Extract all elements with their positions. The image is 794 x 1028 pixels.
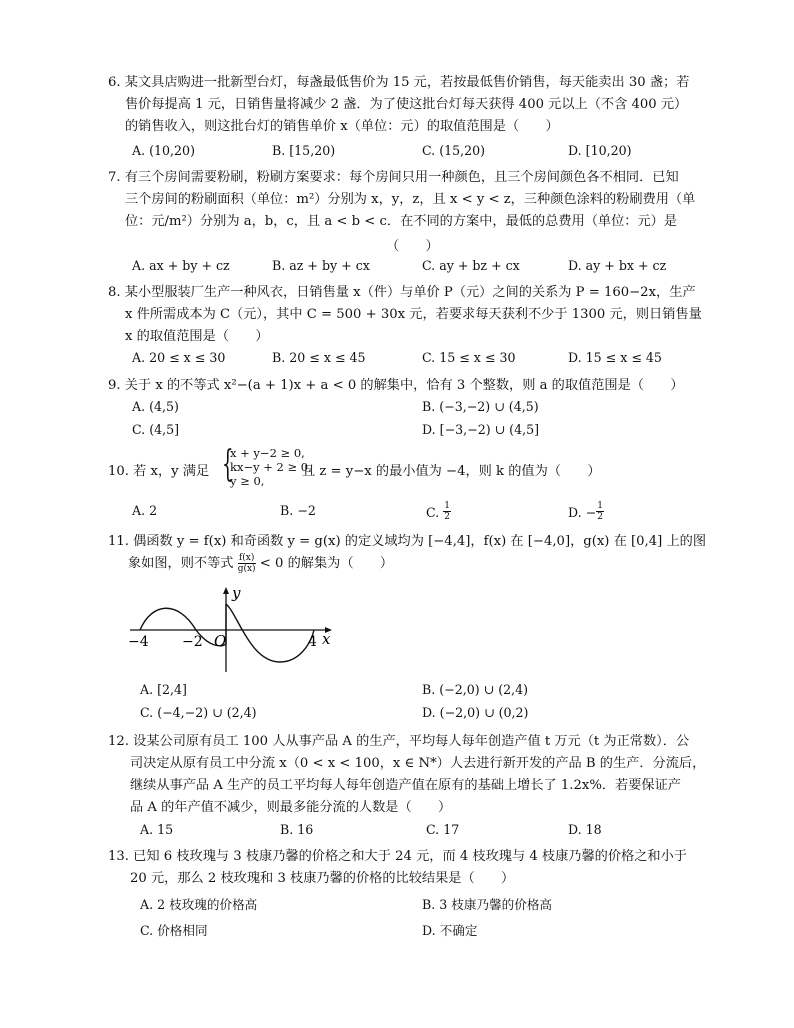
q9-options-row-2 [132,422,692,444]
q11-fraction [238,553,256,574]
q10-option-c[interactable] [426,503,451,524]
q6-option-b[interactable]: B. [15,20) [272,143,336,158]
q10-d-denominator: 2 [597,512,603,522]
q7-option-d[interactable]: D. ay + bx + cz [568,258,667,273]
q6-line-2: 售价每提高 1 元，日销售量将减少 2 盏．为了使这批台灯每天获得 400 元以上（不含 400 元） [125,97,688,112]
q8-options [132,350,692,372]
q10-option-b[interactable]: B. −2 [280,503,316,518]
q9-option-c[interactable]: C. (4,5] [132,422,180,437]
q11-option-c[interactable]: C. (−4,−2) ∪ (2,4) [140,705,257,720]
q6-options [132,143,692,165]
graph-tick-4: 4 [308,634,317,650]
q9-option-d[interactable]: D. [−3,−2) ∪ (4,5] [422,422,540,437]
q12-line-4: 品 A 的年产值不减少，则最多能分流的人数是（ ） [130,800,452,815]
q10-c-numerator: 1 [444,501,450,511]
q12-options [132,822,692,844]
q13-options-row-1 [132,894,692,916]
q7-option-b[interactable]: B. az + by + cx [272,258,370,273]
q10-option-c-fraction [443,501,451,522]
q12-option-a[interactable]: A. 15 [140,822,174,837]
q9-option-a[interactable]: A. (4,5) [132,399,179,414]
q8-option-a[interactable]: A. 20 ≤ x ≤ 30 [132,350,226,365]
q12-option-b[interactable]: B. 16 [280,822,314,837]
q11-line-1: 11. 偶函数 y = f(x) 和奇函数 y = g(x) 的定义域均为 [−4,4]，f(x) 在 [−4,0]，g(x) 在 [0,4] 上的图 [108,534,707,549]
graph-label-y: y [232,584,241,602]
q10-constraint-2: kx−y + 2 ≥ 0, [230,460,312,474]
q11-line-2-suffix: < 0 的解集为（ ） [259,556,394,571]
q8-option-d[interactable]: D. 15 ≤ x ≤ 45 [568,350,662,365]
q8-option-b[interactable]: B. 20 ≤ x ≤ 45 [272,350,366,365]
q10-constraint-3: y ≥ 0, [230,474,265,488]
q9-line-1: 9. 关于 x 的不等式 x²−(a + 1)x + a < 0 的解集中，恰有 3 个整数，则 a 的取值范围是（ ） [108,378,684,393]
question-9 [108,375,708,397]
q13-line-2: 20 元，那么 2 枝玫瑰和 3 枝康乃馨的价格的比较结果是（ ） [130,871,515,886]
question-13 [108,846,708,890]
question-7 [108,167,708,233]
q13-option-d[interactable]: D. 不确定 [422,923,478,938]
q8-line-3: x 的取值范围是（ ） [125,329,269,344]
q7-line-2: 三个房间的粉刷面积（单位：m²）分别为 x，y，z，且 x < y < z，三种颜色涂料的粉刷费用（单 [125,192,696,207]
q10-c-denominator: 2 [444,512,450,522]
q10-d-numerator: 1 [597,501,603,511]
q6-line-3: 的销售收入，则这批台灯的销售单价 x（单位：元）的取值范围是（ ） [125,119,559,134]
q11-options-row-2 [132,705,692,727]
q6-option-d[interactable]: D. [10,20) [568,143,632,158]
q10-option-d-fraction [596,501,604,522]
q11-function-graph [128,584,344,674]
graph-tick-neg2: −2 [182,634,203,650]
q10-brace: { [222,444,234,485]
q11-fraction-numerator: f(x) [238,553,255,563]
q11-option-b[interactable]: B. (−2,0) ∪ (2,4) [422,682,529,697]
q11-options-row-1 [132,682,692,704]
q7-option-c[interactable]: C. ay + bz + cx [422,258,520,273]
q11-option-d[interactable]: D. (−2,0) ∪ (0,2) [422,705,529,720]
q11-line-2-prefix: 象如图，则不等式 [128,556,234,571]
q7-line-1: 7. 有三个房间需要粉刷，粉刷方案要求：每个房间只用一种颜色，且三个房间颜色各不相同．已知 [108,170,679,185]
q10-option-c-label: C. [426,505,444,520]
q10-option-d-label: D. − [568,505,597,520]
q10-prefix: 10. 若 x，y 满足 [108,464,210,479]
q12-line-2: 司决定从原有员工中分流 x（0 < x < 100，x ∈ N*）人去进行新开发的产品 B 的生产．分流后， [130,756,706,771]
q13-option-a[interactable]: A. 2 枝玫瑰的价格高 [140,897,258,912]
q10-options [132,503,692,525]
q10-constraint-system [222,446,312,488]
graph-curve-g [226,604,314,662]
question-8 [108,282,708,348]
graph-label-x: x [322,630,331,648]
q9-options-row-1 [132,399,692,421]
q13-options-row-2 [132,920,692,942]
q12-line-3: 继续从事产品 A 生产的员工平均每人每年创造产值在原有的基础上增长了 1.2x%．若要保证产 [130,778,681,793]
q13-line-1: 13. 已知 6 枝玫瑰与 3 枝康乃馨的价格之和大于 24 元，而 4 枝玫瑰与 4 枝康乃馨的价格之和小于 [108,849,687,864]
q10-option-a[interactable]: A. 2 [132,503,158,518]
q11-line-2 [108,553,708,579]
q8-line-2: x 件所需成本为 C（元），其中 C = 500 + 30x 元，若要求每天获利不少于 1300 元，则日销售量 [125,307,702,322]
q11-option-a[interactable]: A. [2,4] [140,682,187,697]
q8-line-1: 8. 某小型服装厂生产一种风衣，日销售量 x（件）与单价 P（元）之间的关系为 P = 160−2x，生产 [108,285,696,300]
graph-tick-neg4: −4 [128,634,149,650]
q7-line-3: 位：元/m²）分别为 a，b，c，且 a < b < c．在不同的方案中，最低的总费用（单位：元）是 [125,214,678,229]
q7-options [132,258,692,280]
question-6 [108,72,708,138]
q6-option-c[interactable]: C. (15,20) [422,143,486,158]
q10-option-d[interactable] [568,503,604,524]
q13-option-c[interactable]: C. 价格相同 [140,923,208,938]
q11-fraction-denominator: g(x) [237,564,256,574]
question-11 [108,531,708,579]
graph-y-arrow-icon [223,587,229,594]
q6-line-1: 6. 某文具店购进一批新型台灯，每盏最低售价为 15 元，若按最低售价销售，每天能卖出 30 盏；若 [108,75,690,90]
q8-option-c[interactable]: C. 15 ≤ x ≤ 30 [422,350,516,365]
question-12 [108,731,708,819]
q10-suffix: 且 z = y−x 的最小值为 −4，则 k 的值为（ ） [302,464,601,479]
q12-line-1: 12. 设某公司原有员工 100 人从事产品 A 的生产，平均每人每年创造产值 t 万元（t 为正常数）．公 [108,734,690,749]
q12-option-c[interactable]: C. 17 [426,822,460,837]
q12-option-d[interactable]: D. 18 [568,822,602,837]
q7-option-a[interactable]: A. ax + by + cz [132,258,230,273]
q6-option-a[interactable]: A. (10,20) [132,143,195,158]
graph-origin-label: O [214,632,227,650]
q9-option-b[interactable]: B. (−3,−2) ∪ (4,5) [422,399,539,414]
q7-answer-paren: （ ） [386,239,439,254]
q13-option-b[interactable]: B. 3 枝康乃馨的价格高 [422,897,553,912]
q10-constraint-1: x + y−2 ≥ 0, [230,446,305,460]
